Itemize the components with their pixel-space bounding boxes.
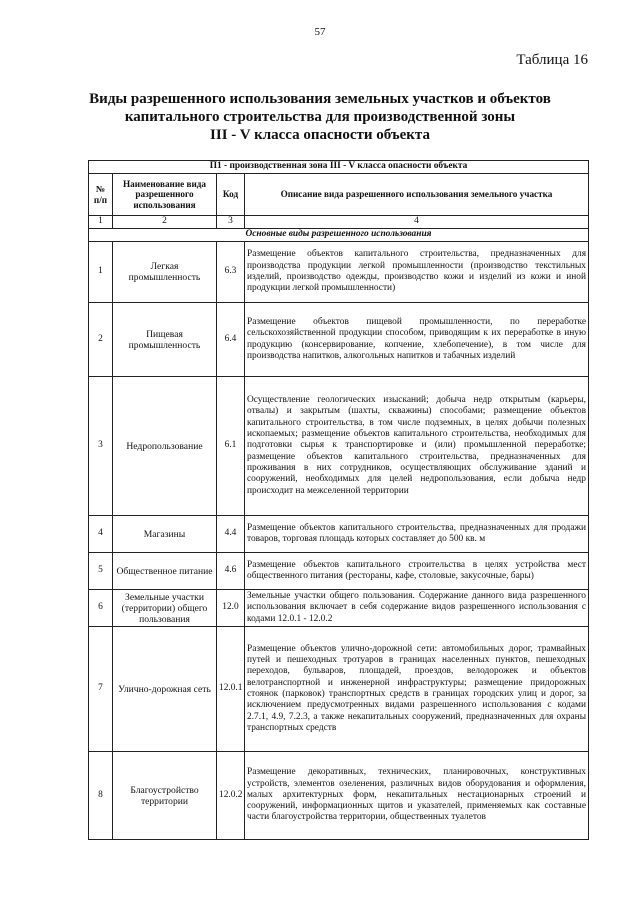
table-label: Таблица 16 [516, 52, 588, 68]
row-code: 12.0.2 [217, 752, 245, 840]
page-number: 57 [314, 26, 326, 38]
row-num: 8 [89, 752, 113, 840]
row-code: 4.6 [217, 553, 245, 590]
row-description: Размещение объектов капитального строительства, предназначенных для продажи товаров, торговая площадь которых составляет до 500 кв. м [245, 516, 589, 553]
row-num: 7 [89, 627, 113, 752]
row-num: 3 [89, 377, 113, 516]
header-code: Код [217, 174, 245, 216]
land-use-table [88, 160, 589, 840]
row-description: Размещение объектов капитального строительства, предназначенных для производства продукции легкой промышленности (производство текстильных изделий, производство одежды, производство кожи и изделий из кожи и иной продукции легкой промышленности) [245, 242, 589, 303]
table-row [89, 303, 589, 377]
row-code: 6.4 [217, 303, 245, 377]
section-heading: Основные виды разрешенного использования [89, 229, 589, 242]
page-title [0, 90, 640, 144]
table-row [89, 752, 589, 840]
title-line: III - V класса опасности объекта [210, 127, 430, 143]
row-description: Размещение объектов улично-дорожной сети: автомобильных дорог, трамвайных путей и пешеходных тротуаров в границах населенных пунктов, пешеходных переходов, бульваров, площадей, проездов, велодорожек и объектов велотранспортной и инженерной инфраструктуры; размещение придорожных стоянок (парковок) транспортных средств в границах городских улиц и дорог, за исключением предусмотренных видами разрешенного использования с кодами 2.7.1, 4.9, 7.2.3, а также некапитальных сооружений, предназначенных для охраны транспортных средств [245, 627, 589, 752]
row-description: Размещение объектов капитального строительства в целях устройства мест общественного питания (рестораны, кафе, столовые, закусочные, бары) [245, 553, 589, 590]
row-num: 1 [89, 242, 113, 303]
column-number: 2 [113, 216, 217, 229]
zone-caption: П1 - производственная зона III - V класса опасности объекта [89, 161, 589, 174]
row-description: Размещение декоративных, технических, планировочных, конструктивных устройств, элементов озеленения, различных видов оборудования и оформления, малых архитектурных форм, некапитальных нестационарных строений и сооружений, информационных щитов и указателей, применяемых как составные части благоустройства территории, общественных туалетов [245, 752, 589, 840]
row-num: 5 [89, 553, 113, 590]
table-row [89, 516, 589, 553]
row-num: 4 [89, 516, 113, 553]
row-name: Недропользование [113, 377, 217, 516]
row-code: 12.0.1 [217, 627, 245, 752]
title-line: Виды разрешенного использования земельных участков и объектов [89, 91, 551, 107]
header-num: № п/п [89, 174, 113, 216]
table-row [89, 242, 589, 303]
table-row [89, 377, 589, 516]
column-number: 1 [89, 216, 113, 229]
table-row [89, 553, 589, 590]
row-description: Осуществление геологических изысканий; добыча недр открытым (карьеры, отвалы) и закрытым (шахты, скважины) способами; размещение объектов капитального строительства, в том числе подземных, в целях добычи полезных ископаемых; размещение объектов капитального строительства, необходимых для подготовки сырья к транспортировке и (или) промышленной переработке; размещение объектов капитального строительства, предназначенных для проживания в них сотрудников, осуществляющих обслуживание зданий и сооружений, необходимых для целей недропользования, если добыча недр происходит на межселенной территории [245, 377, 589, 516]
header-name: Наименование вида разрешенного использования [113, 174, 217, 216]
row-name: Общественное питание [113, 553, 217, 590]
row-name: Легкая промышленность [113, 242, 217, 303]
row-code: 4.4 [217, 516, 245, 553]
row-code: 6.3 [217, 242, 245, 303]
row-name: Пищевая промышленность [113, 303, 217, 377]
row-name: Улично-дорожная сеть [113, 627, 217, 752]
row-num: 2 [89, 303, 113, 377]
row-code: 12.0 [217, 590, 245, 627]
row-num: 6 [89, 590, 113, 627]
table-row [89, 590, 589, 627]
table-row [89, 627, 589, 752]
row-description: Земельные участки общего пользования. Содержание данного вида разрешенного использования включает в себя содержание видов разрешенного использования с кодами 12.0.1 - 12.0.2 [245, 590, 589, 627]
row-name: Земельные участки (территории) общего пользования [113, 590, 217, 627]
header-description: Описание вида разрешенного использования земельного участка [245, 174, 589, 216]
row-description: Размещение объектов пищевой промышленности, по переработке сельскохозяйственной продукции способом, приводящим к их переработке в иную продукцию (консервирование, копчение, хлебопечение), в том числе для производства напитков, алкогольных напитков и табачных изделий [245, 303, 589, 377]
column-number: 3 [217, 216, 245, 229]
column-number: 4 [245, 216, 589, 229]
row-name: Благоустройство территории [113, 752, 217, 840]
title-line: капитального строительства для производственной зоны [124, 109, 516, 125]
row-name: Магазины [113, 516, 217, 553]
row-code: 6.1 [217, 377, 245, 516]
